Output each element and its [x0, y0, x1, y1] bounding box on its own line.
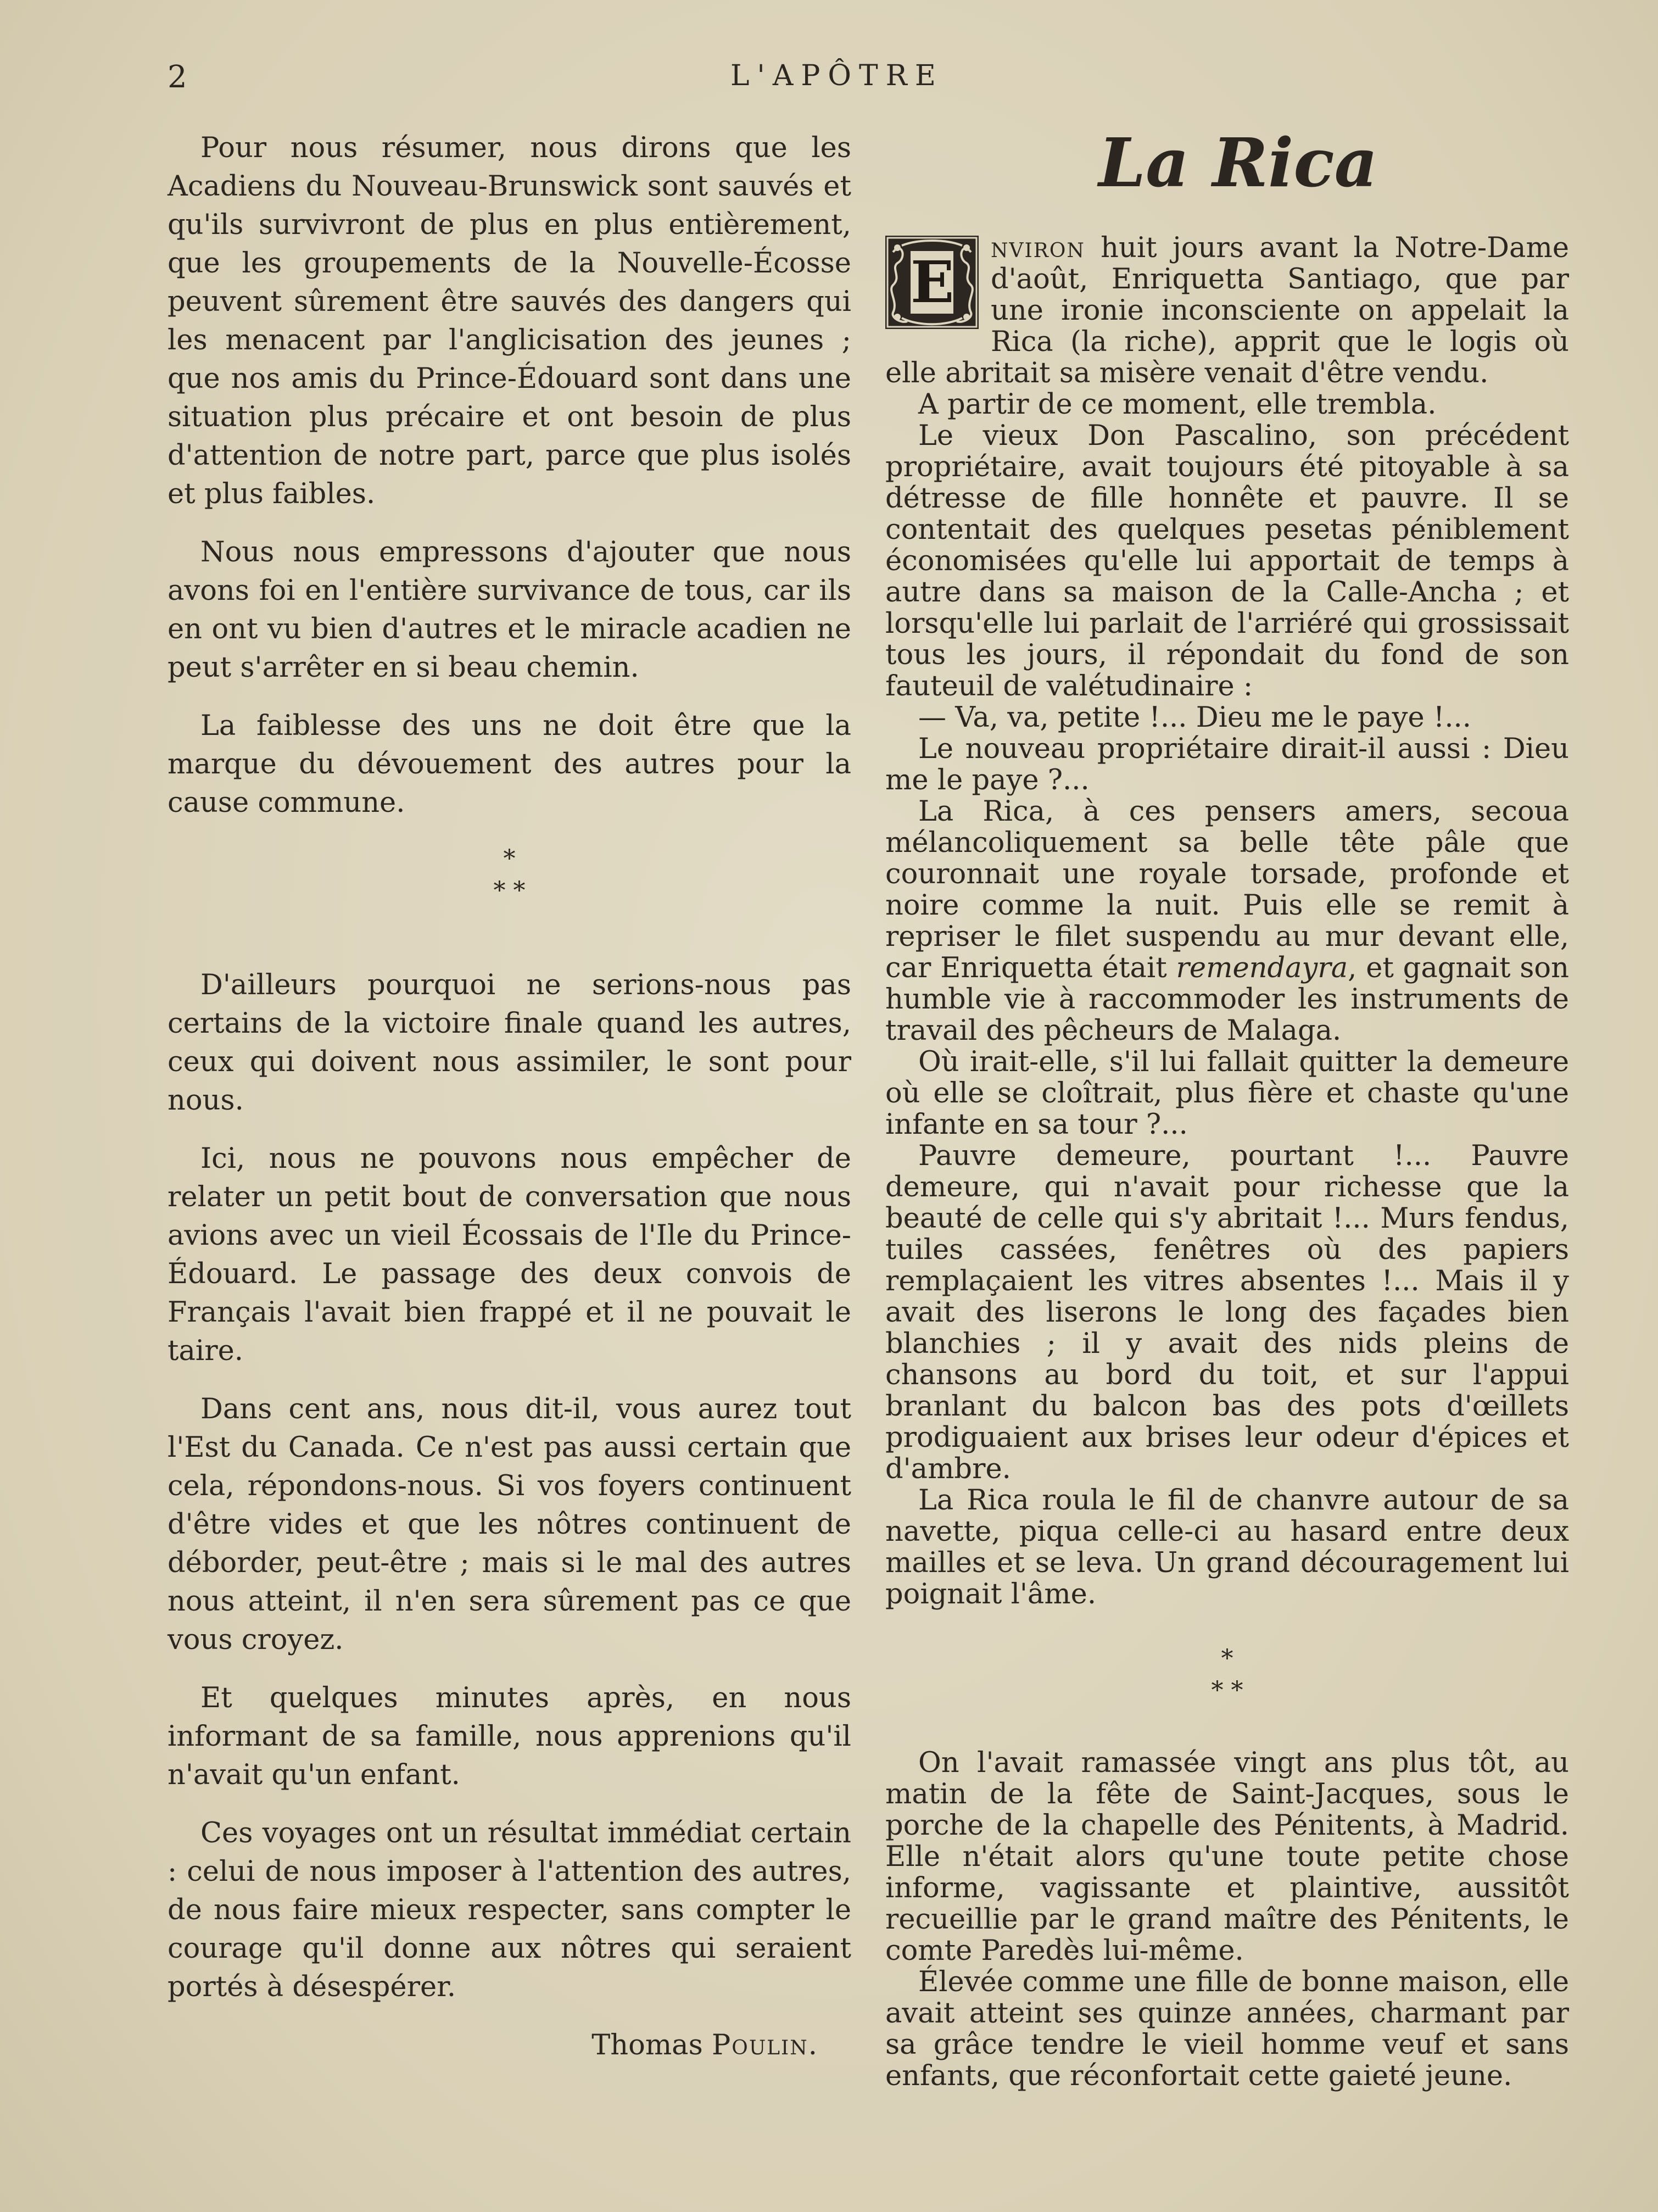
rica-text-after: , et gagnait son humble vie à raccommoder les instruments de travail des pêcheurs de Malaga.: [885, 952, 1569, 1047]
left-paragraph: Pour nous résumer, nous dirons que les Acadiens du Nouveau-Brunswick sont sauvés et qu'ils survivront de plus en plus entièrement, que les groupements de la Nouvelle-Écosse peuvent sûrement être sauvés des dangers qui les menacent par l'anglicisation des jeunes ; que nos amis du Prince-Édouard sont dans une situation plus précaire et ont besoin de plus d'attention de notre part, parce que plus isolés et plus faibles.: [168, 132, 851, 510]
right-paragraph-rica: [885, 796, 1569, 1046]
right-paragraph: Élevée comme une fille de bonne maison, elle avait atteint ses quinze années, charmant par sa grâce tendre le vieil homme veuf et sans enfants, que réconfortait cette gaieté jeune.: [885, 1966, 1569, 2092]
right-paragraph: Pauvre demeure, pourtant !... Pauvre demeure, qui n'avait pour richesse que la beauté de celle qui s'y abritait !... Murs fendus, tuiles cassées, fenêtres où des papiers remplaçaient les vitres absentes !... Mais il y avait des liserons le long des façades bien blanchies ; il y avait des nids pleins de chansons au bord du toit, et sur l'appui branlant du balcon bas des pots d'œillets prodiguaient aux brises leur odeur d'épices et d'ambre.: [885, 1140, 1569, 1485]
left-paragraph: Dans cent ans, nous dit-il, vous aurez tout l'Est du Canada. Ce n'est pas aussi certain que cela, répondons-nous. Si vos foyers continuent d'être vides et que les nôtres continuent de déborder, peut-être ; mais si le mal des autres nous atteint, il n'en sera sûrement pas ce que vous croyez.: [168, 1393, 851, 1656]
left-paragraph: D'ailleurs pourquoi ne serions-nous pas certains de la victoire finale quand les autres, ceux qui doivent nous assimiler, le sont pour nous.: [168, 969, 851, 1117]
right-paragraph-opening: [885, 232, 1569, 389]
asterism-top: *: [503, 845, 516, 873]
right-paragraph: On l'avait ramassée vingt ans plus tôt, au matin de la fête de Saint-Jacques, sous le porche de la chapelle des Pénitents, à Madrid. Elle n'était alors qu'une toute petite chose informe, vagissante et plaintive, aussitôt recueillie par le grand maître des Pénitents, le comte Paredès lui-même.: [885, 1747, 1569, 1967]
article-title: La Rica: [1098, 123, 1378, 202]
left-paragraph: Et quelques minutes après, en nous informant de sa famille, nous apprenions qu'il n'avait qu'un enfant.: [168, 1682, 851, 1791]
right-paragraph: Le vieux Don Pascalino, son précédent propriétaire, avait toujours été pitoyable à sa détresse de fille honnête et pauvre. Il se contentait des quelques pesetas péniblement économisées qu'elle lui apportait de temps à autre dans sa maison de la Calle-Ancha ; et lorsqu'elle lui parlait de l'arriéré qui grossissait tous les jours, il répondait du fond de son fauteuil de valétudinaire :: [885, 420, 1569, 703]
left-paragraph: Nous nous empressons d'ajouter que nous avons foi en l'entière survivance de tous, car ils en ont vu bien d'autres et le miracle acadien ne peut s'arrêter en si beau chemin.: [168, 536, 851, 684]
page-number: 2: [168, 59, 188, 95]
signature-first-name: Thomas: [591, 2029, 703, 2061]
first-word-rest: nviron: [991, 232, 1085, 264]
right-paragraph: La Rica roula le fil de chanvre autour de sa navette, piqua celle-ci au hasard entre deux mailles et se leva. Un grand découragement lui poignait l'âme.: [885, 1484, 1569, 1611]
right-paragraph: A partir de ce moment, elle trembla.: [918, 388, 1437, 421]
left-paragraph: Ces voyages ont un résultat immédiat certain : celui de nous imposer à l'attention des autres, de nous faire mieux respecter, sans compter le courage qu'il donne aux nôtres qui seraient portés à désespérer.: [168, 1817, 851, 2003]
left-paragraph: La faiblesse des uns ne doit être que la marque du dévouement des autres pour la cause commune.: [168, 710, 851, 819]
section-break-asterism: [168, 843, 851, 907]
ornamental-drop-cap: [885, 236, 979, 329]
left-paragraph: Ici, nous ne pouvons nous empêcher de relater un petit bout de conversation que nous avions avec un vieil Écossais de l'Ile du Prince-Édouard. Le passage des deux convois de Français l'avait bien frappé et il ne pouvait le taire.: [168, 1143, 851, 1367]
opening-text: huit jours avant la Notre-Dame d'août, Enriquetta Santiago, que par une ironie inconsciente on appelait la Rica (la riche), apprit que le logis où elle abritait sa misère venait d'être vendu.: [885, 232, 1569, 389]
right-paragraph: Où irait-elle, s'il lui fallait quitter la demeure où elle se cloîtrait, plus fière et chaste qu'une infante en sa tour ?...: [885, 1046, 1569, 1141]
running-title: L'APÔTRE: [730, 59, 944, 92]
rica-text-before: La Rica, à ces pensers amers, secoua mélancoliquement sa belle tête pâle que couronnait une royale torsade, profonde et noire comme la nuit. Puis elle se remit à repriser le filet suspendu au mur devant elle, car Enriquetta était: [885, 795, 1569, 984]
rica-italic-term: remendayra: [1176, 952, 1348, 984]
left-column: [168, 129, 851, 2065]
right-column: [885, 123, 1569, 2092]
right-paragraph: Le nouveau propriétaire dirait-il aussi : Dieu me le paye ?...: [885, 733, 1569, 796]
right-paragraph: — Va, va, petite !... Dieu me le paye !...: [918, 701, 1471, 734]
author-signature: [168, 2026, 851, 2065]
asterism-bottom: * *: [493, 877, 526, 905]
drop-cap-letter: E: [911, 248, 954, 316]
asterism-bottom: * *: [1211, 1676, 1243, 1704]
opening-paragraph-block: [885, 232, 1569, 389]
section-break-asterism: [885, 1643, 1569, 1707]
signature-last-name: Poulin.: [711, 2029, 818, 2061]
asterism-top: *: [1221, 1645, 1233, 1673]
